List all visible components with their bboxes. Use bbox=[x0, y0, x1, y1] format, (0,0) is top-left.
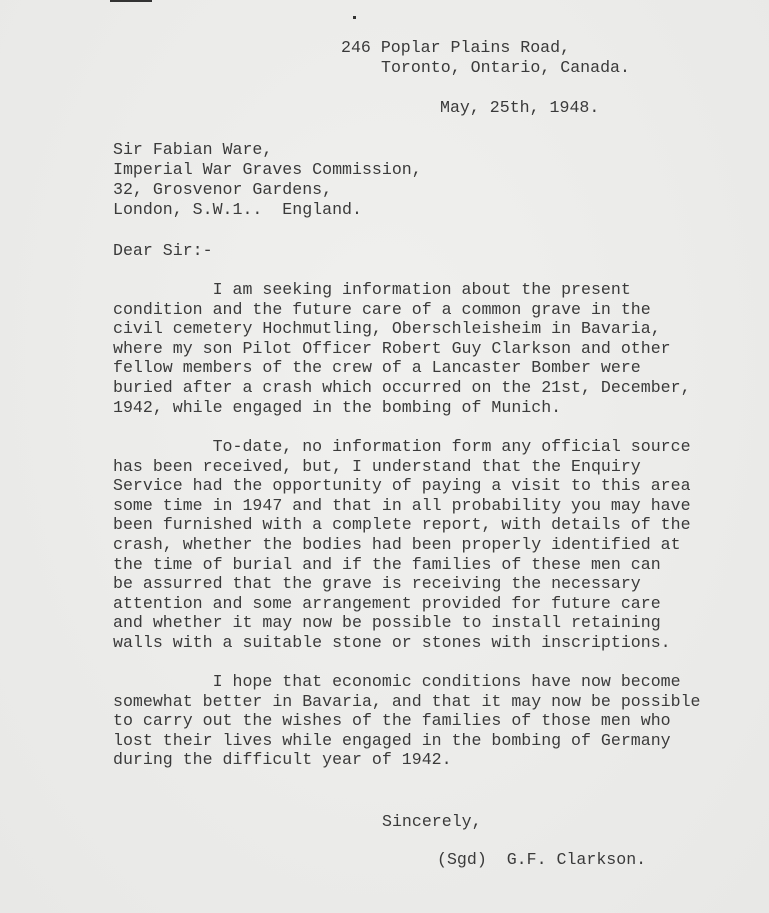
text-line: lost their lives while engaged in the bombing of Germany bbox=[113, 730, 671, 750]
text-line: I hope that economic conditions have now become bbox=[113, 672, 681, 691]
text-line: buried after a crash which occurred on the 21st, December, bbox=[113, 377, 691, 397]
text-line: condition and the future care of a common grave in the bbox=[113, 299, 651, 319]
letter-date: May, 25th, 1948. bbox=[440, 98, 600, 117]
text-line: I am seeking information about the present bbox=[113, 280, 631, 299]
edge-mark bbox=[110, 0, 152, 2]
text-line: 1942, while engaged in the bombing of Munich. bbox=[113, 397, 562, 417]
text-line: fellow members of the crew of a Lancaster Bomber were bbox=[113, 358, 641, 378]
text-line: the time of burial and if the families of these men can bbox=[113, 554, 661, 574]
address-line: Toronto, Ontario, Canada. bbox=[381, 57, 630, 77]
recipient-address bbox=[113, 140, 422, 220]
text-line: during the difficult year of 1942. bbox=[113, 750, 452, 770]
dot-mark bbox=[353, 16, 356, 19]
recipient-line: London, S.W.1.. England. bbox=[113, 200, 362, 219]
text-line: Service had the opportunity of paying a visit to this area bbox=[113, 476, 691, 496]
text-line: crash, whether the bodies had been properly identified at bbox=[113, 534, 681, 554]
paragraph-3 bbox=[113, 672, 701, 770]
recipient-line: Imperial War Graves Commission, bbox=[113, 160, 422, 179]
closing: Sincerely, bbox=[382, 812, 482, 831]
text-line: to carry out the wishes of the families of those men who bbox=[113, 711, 671, 731]
text-line: somewhat better in Bavaria, and that it may now be possible bbox=[113, 691, 701, 711]
text-line: civil cemetery Hochmutling, Oberschleisheim in Bavaria, bbox=[113, 319, 661, 339]
paragraph-2 bbox=[113, 437, 691, 653]
signature: (Sgd) G.F. Clarkson. bbox=[437, 850, 647, 869]
text-line: attention and some arrangement provided for future care bbox=[113, 593, 661, 613]
recipient-line: 32, Grosvenor Gardens, bbox=[113, 180, 333, 199]
address-line: 246 Poplar Plains Road, bbox=[341, 38, 571, 57]
text-line: has been received, but, I understand that the Enquiry bbox=[113, 456, 641, 476]
text-line: some time in 1947 and that in all probability you may have bbox=[113, 495, 691, 515]
salutation: Dear Sir:- bbox=[113, 241, 213, 260]
paragraph-1 bbox=[113, 280, 691, 417]
sender-address bbox=[341, 38, 630, 77]
recipient-line: Sir Fabian Ware, bbox=[113, 140, 273, 159]
text-line: where my son Pilot Officer Robert Guy Clarkson and other bbox=[113, 338, 671, 358]
text-line: and whether it may now be possible to install retaining bbox=[113, 613, 661, 633]
text-line: To-date, no information form any official source bbox=[113, 437, 691, 456]
text-line: been furnished with a complete report, with details of the bbox=[113, 515, 691, 535]
text-line: walls with a suitable stone or stones with inscriptions. bbox=[113, 632, 671, 652]
text-line: be assurred that the grave is receiving the necessary bbox=[113, 574, 641, 594]
